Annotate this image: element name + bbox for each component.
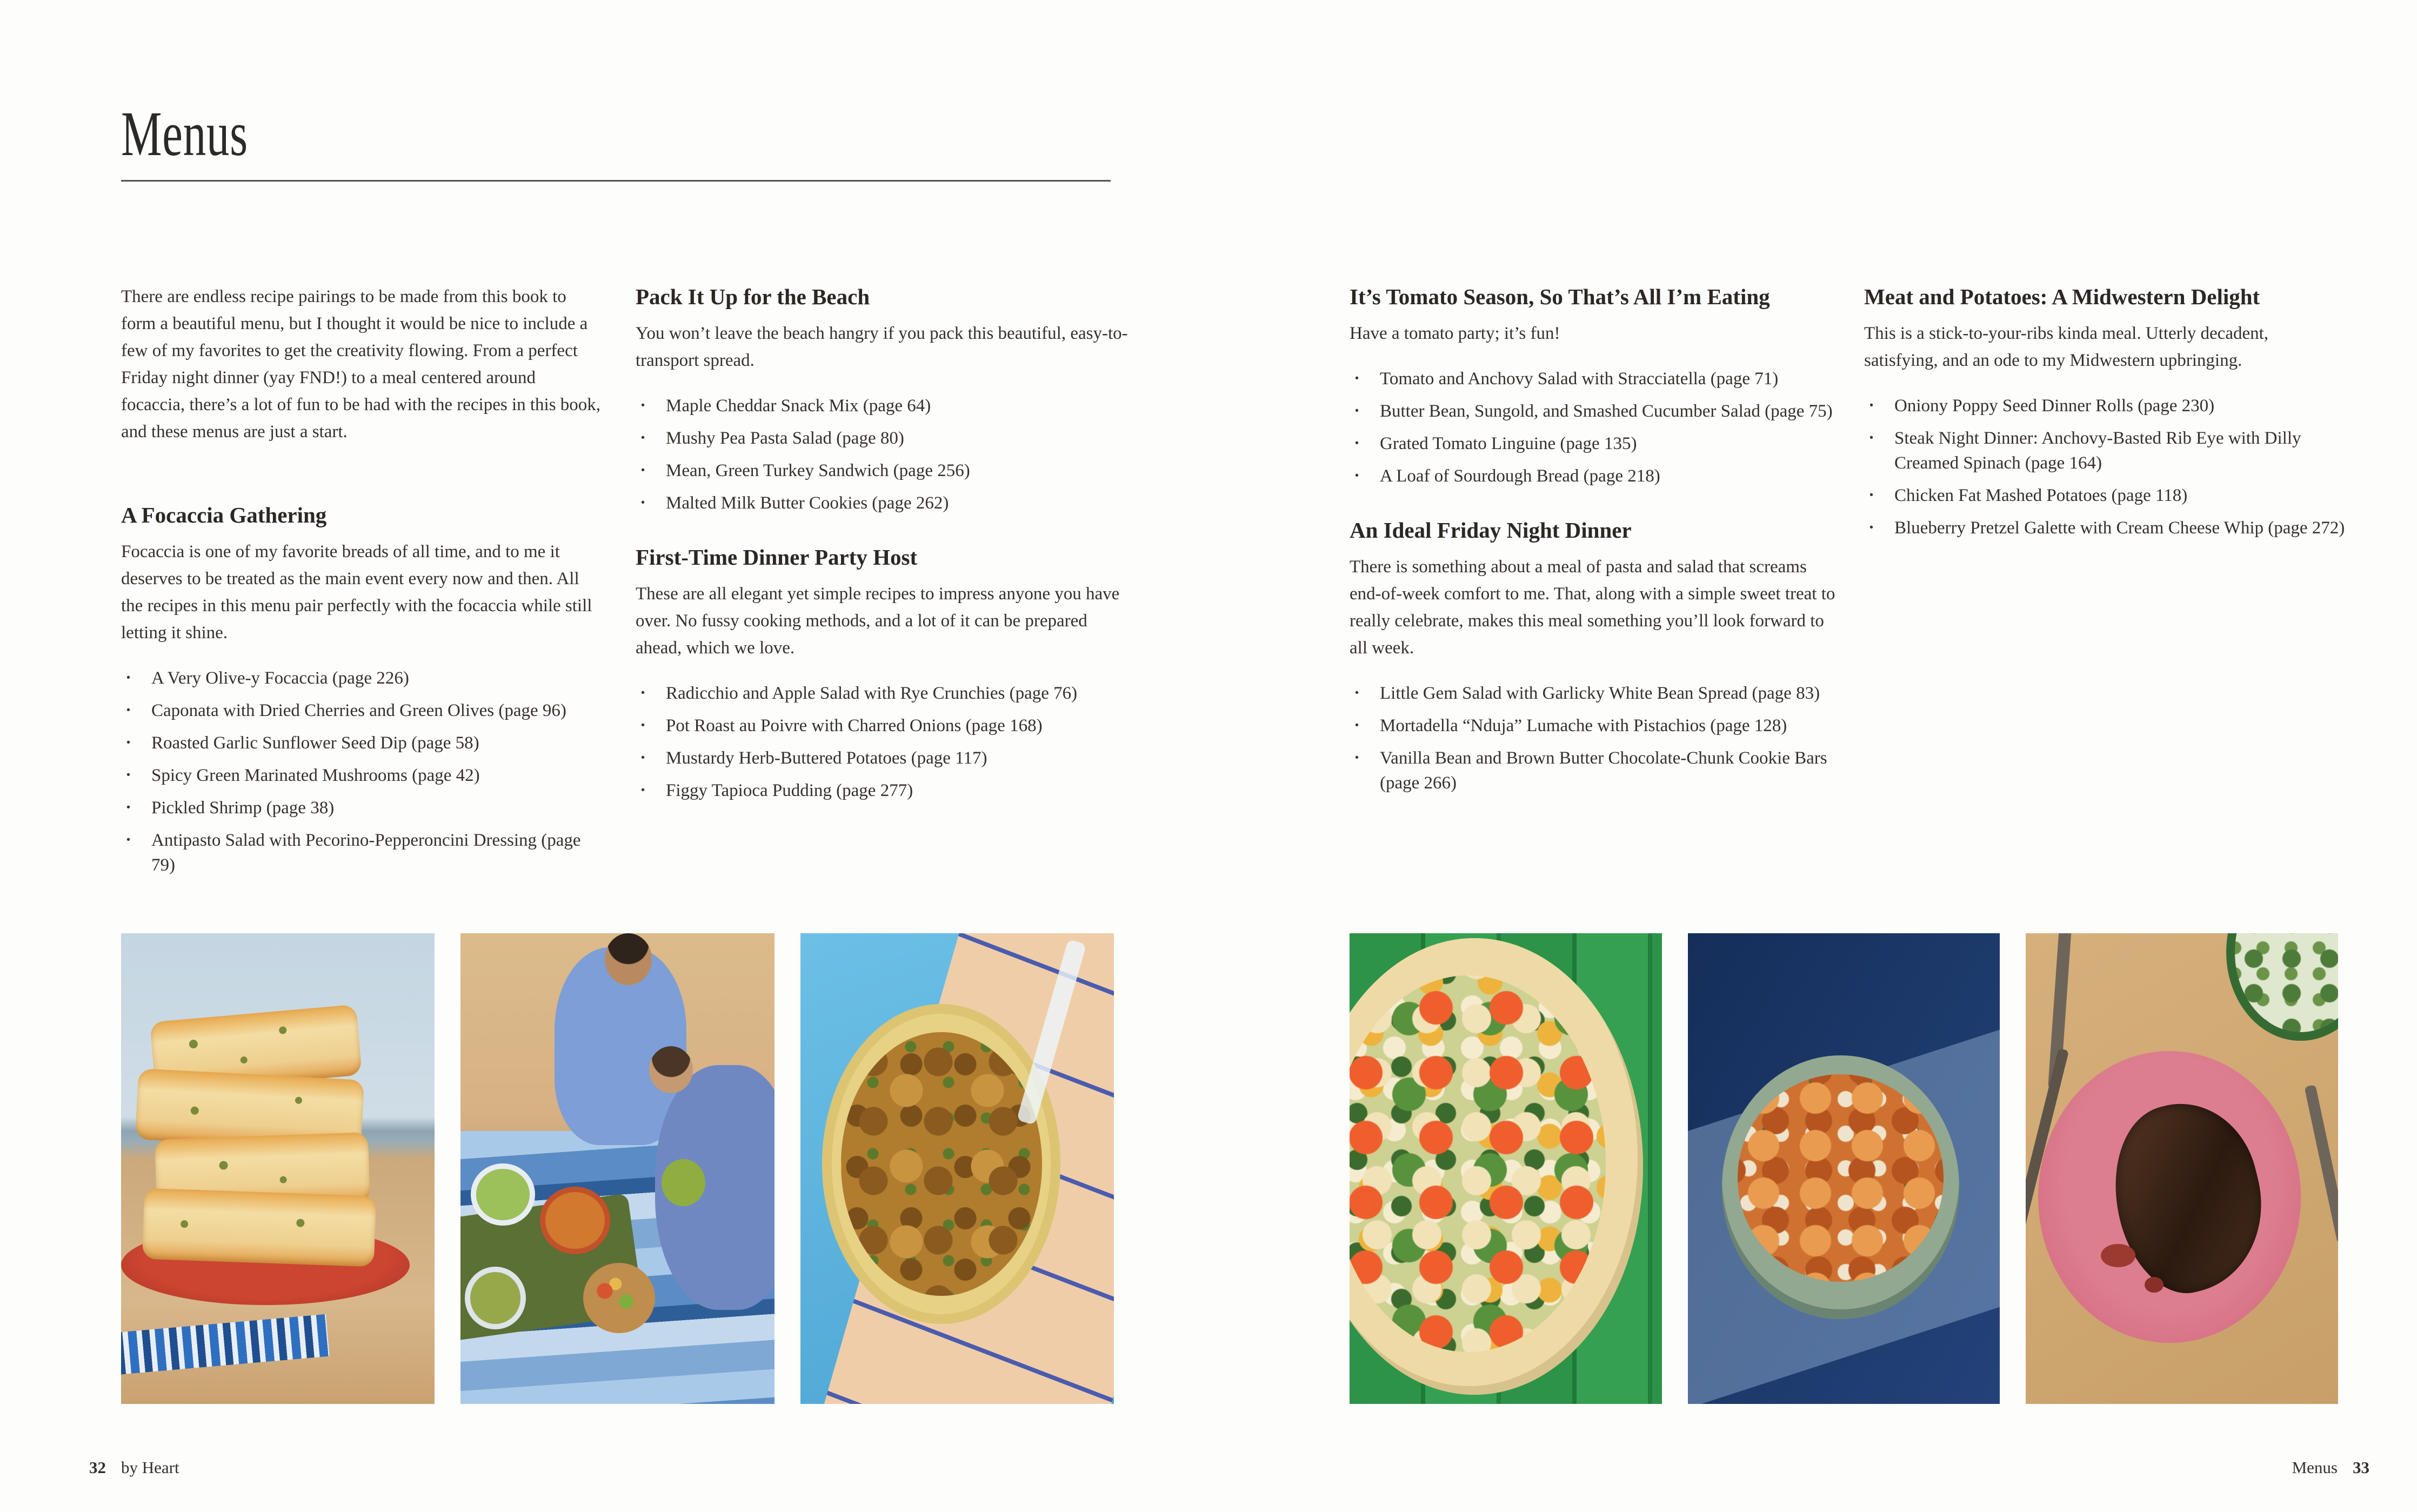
photo-strip-left	[121, 933, 1114, 1404]
menu-item: · Vanilla Bean and Brown Butter Chocolate-Chunk Cookie Bars (page 266)	[1350, 746, 1842, 795]
footer-page-number-left: 32	[89, 1458, 106, 1477]
menu-item: · Caponata with Dried Cherries and Green Olives (page 96)	[121, 698, 602, 723]
menu-item: · Tomato and Anchovy Salad with Stracciatella (page 71)	[1350, 366, 1842, 391]
menu-section-description: Have a tomato party; it’s fun!	[1350, 324, 1560, 343]
menu-section-pack-it-up	[636, 283, 1129, 516]
photo-steak-dinner	[2026, 933, 2338, 1404]
focaccia-slice	[142, 1188, 376, 1267]
photo-mustardy-potatoes	[800, 933, 1114, 1404]
menu-item: · Antipasto Salad with Pecorino-Pepperoncini Dressing (page 79)	[121, 828, 602, 878]
olives-bowl	[470, 1272, 520, 1324]
page-title: Menus	[121, 98, 248, 169]
footer-book-title: by Heart	[121, 1458, 179, 1477]
snack-mix-bowl	[545, 1192, 605, 1249]
menu-section-title: It’s Tomato Season, So That’s All I’m Eating	[1350, 284, 1770, 309]
menu-item: · Mortadella “Nduja” Lumache with Pistachios (page 128)	[1350, 713, 1842, 738]
menu-item: · Blueberry Pretzel Galette with Cream Cheese Whip (page 272)	[1864, 516, 2345, 540]
column-meat-potatoes	[1864, 283, 2345, 548]
menu-item: · Malted Milk Butter Cookies (page 262)	[636, 491, 1129, 516]
menu-section-description: Focaccia is one of my favorite breads of all time, and to me it deserves to be treated as the main event every now and then. All the recipes in this menu pair perfectly with the focaccia while still letting it shine.	[121, 542, 592, 643]
column-beach-dinner-party	[636, 283, 1129, 811]
menu-section-title: An Ideal Friday Night Dinner	[1350, 518, 1632, 543]
menu-item: · Grated Tomato Linguine (page 135)	[1350, 431, 1842, 456]
menu-item: · Little Gem Salad with Garlicky White Bean Spread (page 83)	[1350, 681, 1842, 706]
menu-item-list	[636, 681, 1129, 803]
menu-section-first-time-host	[636, 544, 1129, 803]
menu-item: · Mean, Green Turkey Sandwich (page 256)	[636, 458, 1129, 483]
menu-section-description: These are all elegant yet simple recipes to impress anyone you have over. No fussy cooking methods, and a lot of it can be prepared ahead, which we love.	[636, 584, 1120, 658]
menu-item-list	[1350, 681, 1842, 795]
photo-butter-bean-salad	[1350, 933, 1662, 1404]
title-rule	[121, 180, 1111, 182]
menu-item: · Chicken Fat Mashed Potatoes (page 118)	[1864, 483, 2345, 508]
steak-jus	[2101, 1244, 2135, 1268]
footer-right	[2292, 1458, 2369, 1477]
column-tomato-friday	[1350, 283, 1842, 803]
menu-section-tomato-season	[1350, 283, 1842, 489]
menu-item: · Oniony Poppy Seed Dinner Rolls (page 230)	[1864, 393, 2345, 418]
menu-item: · Roasted Garlic Sunflower Seed Dip (page 58)	[121, 731, 602, 755]
menu-section-description: This is a stick-to-your-ribs kinda meal. Utterly decadent, satisfying, and an ode to my Midwestern upbringing.	[1864, 324, 2269, 370]
footer-section-title: Menus	[2292, 1458, 2338, 1477]
photo-strip-right	[1350, 933, 2338, 1404]
menu-item: · Pickled Shrimp (page 38)	[121, 795, 602, 820]
menu-item: · A Very Olive-y Focaccia (page 226)	[121, 666, 602, 691]
steak-jus	[2145, 1277, 2164, 1293]
menu-section-title: First-Time Dinner Party Host	[636, 545, 918, 570]
photo-beach-picnic	[460, 933, 774, 1404]
person-head	[649, 1046, 693, 1093]
menu-item-list	[636, 393, 1129, 516]
menu-item: · Mustardy Herb-Buttered Potatoes (page 117)	[636, 746, 1129, 771]
menu-item: · Spicy Green Marinated Mushrooms (page 42)	[121, 763, 602, 788]
menu-item: · Maple Cheddar Snack Mix (page 64)	[636, 393, 1129, 418]
veggie-basket	[583, 1263, 655, 1334]
footer-page-number-right: 33	[2353, 1458, 2369, 1477]
pasta	[1738, 1074, 1944, 1281]
photo-lumache-pasta	[1688, 933, 2000, 1404]
column-intro-focaccia	[121, 283, 602, 885]
grapes-bowl	[476, 1169, 530, 1221]
menu-section-title: Pack It Up for the Beach	[636, 284, 870, 309]
menu-section-focaccia-gathering	[121, 501, 602, 878]
intro-paragraph: There are endless recipe pairings to be made from this book to form a beautiful menu, but I thought it would be nice to include a few of my favorites to get the creativity flowing. From a perfect Friday night dinner (yay FND!) to a meal centered around focaccia, there’s a lot of fun to be had with the recipes in this book, and these menus are just a start.	[121, 287, 601, 441]
menu-section-title: Meat and Potatoes: A Midwestern Delight	[1864, 284, 2260, 309]
striped-chair-strap	[121, 1314, 330, 1376]
creamed-spinach-bowl	[2235, 933, 2338, 1032]
menu-item: · Steak Night Dinner: Anchovy-Basted Rib Eye with Dilly Creamed Spinach (page 164)	[1864, 426, 2345, 476]
menu-item: · A Loaf of Sourdough Bread (page 218)	[1350, 464, 1842, 489]
menu-item: · Radicchio and Apple Salad with Rye Crunchies (page 76)	[636, 681, 1129, 706]
menu-section-description: You won’t leave the beach hangry if you pack this beautiful, easy-to-transport spread.	[636, 324, 1128, 370]
person-head	[605, 933, 652, 985]
green-bowl	[662, 1159, 705, 1206]
menu-section-meat-and-potatoes	[1864, 283, 2345, 540]
photo-olive-focaccia	[121, 933, 435, 1404]
menu-section-friday-night-dinner	[1350, 517, 1842, 795]
menu-item: · Butter Bean, Sungold, and Smashed Cucumber Salad (page 75)	[1350, 399, 1842, 424]
menu-item: · Mushy Pea Pasta Salad (page 80)	[636, 426, 1129, 451]
menu-item-list	[1350, 366, 1842, 489]
menu-item-list	[121, 666, 602, 878]
menu-item-list	[1864, 393, 2345, 540]
footer-left	[89, 1458, 179, 1477]
fork	[2304, 1085, 2338, 1243]
menu-section-description: There is something about a meal of pasta and salad that screams end-of-week comfort to me. That, along with a simple sweet treat to really celebrate, makes this meal something you’ll look forward to all week.	[1350, 557, 1835, 658]
potatoes	[841, 1032, 1041, 1296]
menu-item: · Figgy Tapioca Pudding (page 277)	[636, 778, 1129, 803]
menu-section-title: A Focaccia Gathering	[121, 503, 327, 527]
menu-item: · Pot Roast au Poivre with Charred Onions (page 168)	[636, 713, 1129, 738]
